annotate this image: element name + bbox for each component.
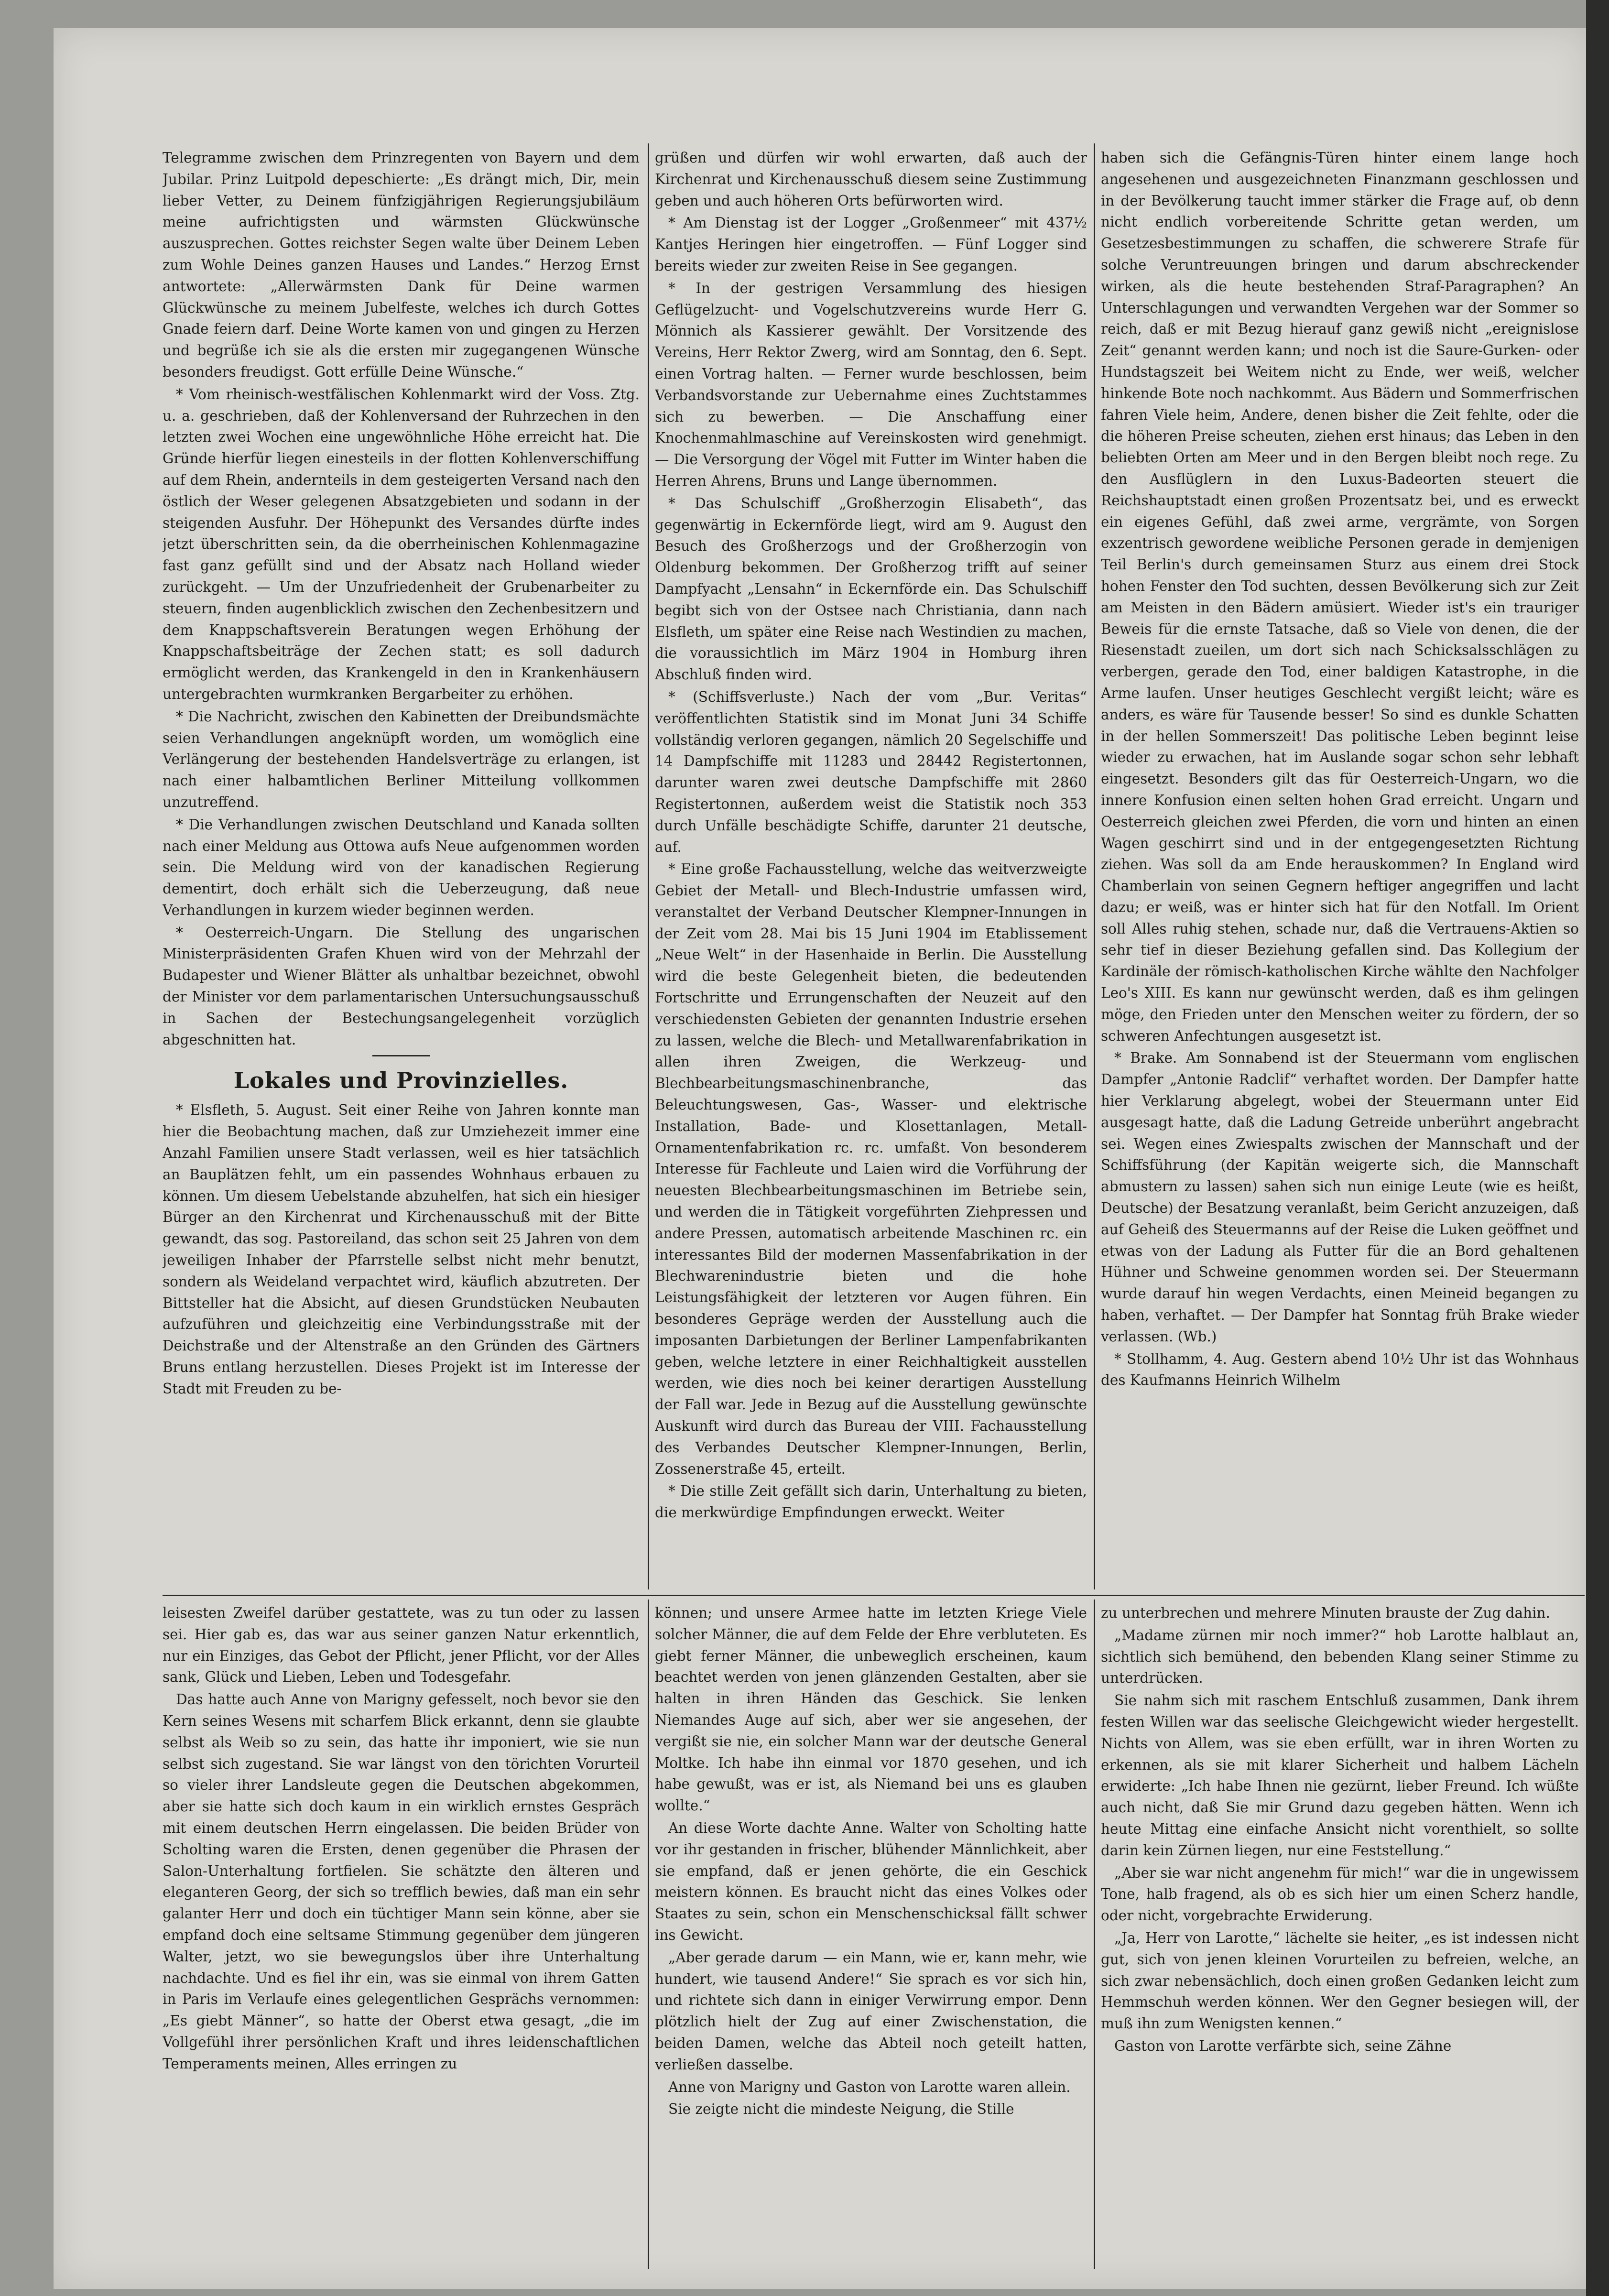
story-paragraph: „Aber gerade darum — ein Mann, wie er, kann mehr, wie hundert, wie tausend Andere!“ Sie sprach es vor sich hin, und richtete sich dann in einiger Verwirrung empor. Denn plötzlich hielt der Zug auf einer Zwischenstation, die beiden Damen, welche das Abteil noch geteilt hatten, verließen dasselbe. <box>655 1949 1087 2073</box>
article-exhibition: * Eine große Fachausstellung, welche das weitverzweigte Gebiet der Metall- und Blech-Industrie umfassen wird, veranstaltet der Verband Deutscher Klempner-Innungen in der Zeit vom 28. Mai bis 15 Juni 1904 im Etablissement „Neue Welt“ in der Hasenhaide in Berlin. Die Ausstellung wird die beste Gelegenheit bieten, die bedeutenden Fortschritte und Errungenschaften der Neuzeit auf den verschiedensten Gebieten der genannten Industrie ersehen zu lassen, welche die Blech- und Metallwarenfabrikation in allen ihren Zweigen, die Werkzeug- und Blechbearbeitungsmaschinenbranche, das Beleuchtungswesen, Gas-, Wasser- und elektrische Installation, Bade- und Klosettanlagen, Metall-Ornamentenfabrikation rc. rc. umfaßt. Von besonderem Interesse für Fachleute und Laien wird die Vorführung der neuesten Blechbearbeitungsmaschinen im Betriebe sein, und werden die in Tätigkeit vorgeführten Ziehpressen und andere Pressen, automatisch arbeitende Maschinen rc. ein interessantes Bild der modernen Massenfabrikation in der Blechwarenindustrie bieten und die hohe Leistungsfähigkeit der letzteren vor Augen führen. Ein besonderes Gepräge werden der Ausstellung auch die imposanten Darbietungen der Berliner Lampenfabrikanten geben, welche letztere in einer Reichhaltigkeit ausstellen werden, wie dies noch bei keiner derartigen Ausstellung der Fall war. Jede in Bezug auf die Ausstellung gewünschte Auskunft wird durch das Bureau der VIII. Fachausstellung des Verbandes Deutscher Klempner-Innungen, Berlin, Zossenerstraße 45, erteilt. <box>655 861 1087 1477</box>
bottom-column-3 <box>1101 1602 1579 2272</box>
article-telegrams: Telegramme zwischen dem Prinzregenten von Bayern und dem Jubilar. Prinz Luitpold depeschierte: „Es drängt mich, Dir, mein lieber Vetter, zu Deinem fünfzigjährigen Regierungsjubiläum meine aufrichtigsten und wärmsten Glückwünsche auszusprechen. Gottes reichster Segen walte über Deinem Leben zum Wohle Deines ganzen Hauses und Landes.“ Herzog Ernst antwortete: „Allerwärmsten Dank für Deine warmen Glückwünsche zu meinem Jubelfeste, welches ich durch Gottes Gnade feiern darf. Deine Worte kamen von und gingen zu Herzen und begrüße ich sie als die ersten mir zugegangenen Wünsche besonders freudigst. Gott erfülle Deine Wünsche.“ <box>163 150 640 380</box>
column-rule-top-2 <box>1094 143 1095 1589</box>
article-school-ship: * Das Schulschiff „Großherzogin Elisabeth“, das gegenwärtig in Eckernförde liegt, wird am 9. August den Besuch des Großherzogs und der Großherzogin von Oldenburg bekommen. Der Großherzog trifft auf seiner Dampfyacht „Lensahn“ in Eckernförde ein. Das Schulschiff begibt sich von der Ostsee nach Christiania, dann nach Elsfleth, um später eine Reise nach Westindien zu machen, die voraussichtlich im März 1904 in Homburg ihren Abschluß finden wird. <box>655 495 1087 683</box>
article-quiet-time-cont: haben sich die Gefängnis-Türen hinter einem lange hoch angesehenen und ausgezeichneten Finanzmann geschlossen und in der Bevölkerung taucht immer stärker die Frage auf, ob denn nicht endlich vorbereitende Schritte getan werden, um Gesetzesbestimmungen zu schaffen, die schwerere Strafe für solche Veruntreuungen bringen und darum abschreckender wirken, als die heute bestehenden Straf-Paragraphen? An Unterschlagungen und verwandten Vergehen war der Sommer so reich, daß er mit Bezug hierauf ganz gewiß nicht „ereignislose Zeit“ genannt werden kann; und noch ist die Saure-Gurken- oder Hundstagszeit bei Weitem nicht zu Ende, wer weiß, welcher hinkende Bote noch nachkommt. Aus Bädern und Sommerfrischen fahren Viele heim, Andere, denen bisher die Zeit fehlte, oder die die höheren Preise scheuten, ziehen erst hinaus; das Leben in den beliebten Orten am Meer und in den Bergen bleibt noch rege. Zu den Ausflüglern in den Luxus-Badeorten steuert die Reichshauptstadt einen großen Prozentsatz bei, und es erweckt ein eigenes Gefühl, daß zwei arme, vergrämte, von Sorgen exzentrisch gewordene weibliche Personen gerade in demjenigen Teil Berlin's durch gemeinsamen Sturz aus einem drei Stock hohen Fenster den Tod suchten, dessen Bevölkerung sich zur Zeit am Meisten in den Bädern amüsiert. Wieder ist's ein trauriger Beweis für die ernste Tatsache, daß so Viele von denen, die der Riesenstadt zueilen, um dort sich nach Schicksalsschlägen zu verbergen, gerade den Tod, einer baldigen Katastrophe, in die Arme laufen. Unser heutiges Geschlecht vergißt leicht; wäre es anders, es wäre für Tausende besser! So sind es dunkle Schatten in der hellen Sommerszeit! Das politische Leben beginnt leise wieder zu erwachen, hat im Auslande sogar schon sehr lebhaft eingesetzt. Besonders gilt das für Oesterreich-Ungarn, wo die innere Konfusion einen selten hohen Grad erreicht. Ungarn und Oesterreich gleichen zwei Pferden, die vorn und hinten an einen Wagen geschirrt sind und in der entgegengesetzten Richtung ziehen. Was soll da am Ende herauskommen? In England wird Chamberlain von seinen Gegnern heftiger angegriffen und lacht dazu; er weiß, was er hinter sich hat für den Notfall. Im Orient soll Alles ruhig stehen, schade nur, daß die Vertrauens-Aktien so sehr tief in dieser Beziehung gefallen sind. Das Kollegium der Kardinäle der römisch-katholischen Kirche wählte den Nachfolger Leo's XIII. Es kann nur gewünscht werden, daß es ihm gelingen möge, den Frieden unter den Menschen weiter zu fördern, der so schweren Anfechtungen ausgesetzt ist. <box>1101 150 1579 1044</box>
story-paragraph: leisesten Zweifel darüber gestattete, was zu tun oder zu lassen sei. Hier gab es, das war aus seiner ganzen Natur erkenntlich, nur ein Einziges, das Gebot der Pflicht, jener Pflicht, vor der Alles sank, Glück und Lieben, Leben und Todesgefahr. <box>163 1605 640 1686</box>
story-paragraph: Das hatte auch Anne von Marigny gefesselt, noch bevor sie den Kern seines Wesens mit scharfem Blick erkannt, denn sie glaubte selbst als Weib so zu sein, das hatte ihr imponiert, wie sie nun selbst sich zugestand. Sie war längst von den törichten Vorurteil so vieler ihrer Landsleute gegen die Deutschen abgekommen, aber sie hatte sich doch kaum in ein wirklich ernstes Gespräch mit einem deutschen Herrn eingelassen. Die beiden Brüder von Scholting waren die Ersten, denen gegenüber die Phrasen der Salon-Unterhaltung fortfielen. Sie schätzte den älteren und eleganteren Georg, der sich so trefflich bewies, daß man ein sehr galanter Herr und doch ein tüchtiger Mann sein könne, aber sie empfand doch eine seltsame Stimmung gegenüber dem jüngeren Walter, jetzt, wo sie bewegungslos über ihre Unterhaltung nachdachte. Und es fiel ihr ein, was sie einmal von ihrem Gatten in Paris im Verlaufe eines gelegentlichen Gesprächs vernommen: „Es giebt Männer“, so hatte der Oberst etwa gesagt, „die im Vollgefühl ihrer persönlichen Kraft und ihres leidenschaftlichen Temperaments meinen, Alles erringen zu <box>163 1691 640 2072</box>
article-triple-alliance: * Die Nachricht, zwischen den Kabinetten der Dreibundsmächte seien Verhandlungen angeknüpft worden, um womöglich eine Verlängerung der bestehenden Handelsverträge zu erlangen, ist nach einer halbamtlichen Berliner Mitteilung vollkommen unzutreffend. <box>163 708 640 810</box>
story-paragraph: können; und unsere Armee hatte im letzten Kriege Viele solcher Männer, die auf dem Felde der Ehre verbluteten. Es giebt ferner Männer, die unbeweglich erscheinen, kaum beachtet werden von jenen glänzenden Gestalten, aber sie halten in ihren Händen das Geschick. Sie lenken Niemandes Auge auf sich, aber wer sie angesehen, der vergißt sie nie, ein solcher Mann war der deutsche General Moltke. Ich habe ihn einmal vor 1870 gesehen, und ich habe gewußt, was er ist, als Niemand bei uns es glauben wollte.“ <box>655 1605 1087 1814</box>
article-stollhamm: * Stollhamm, 4. Aug. Gestern abend 10½ Uhr ist das Wohnhaus des Kaufmanns Heinrich Wilhelm <box>1101 1350 1579 1389</box>
section-divider <box>372 1055 430 1056</box>
scan-edge <box>1586 0 1609 2296</box>
column-rule-bottom-2 <box>1094 1600 1095 2269</box>
article-poultry-club: * In der gestrigen Versammlung des hiesigen Geflügelzucht- und Vogelschutzvereins wurde Herr G. Mönnich als Kassierer gewählt. Der Vorsitzende des Vereins, Herr Rektor Zwerg, wird am Sonntag, den 6. Sept. einen Vortrag halten. — Ferner wurde beschlossen, beim Verbandsvorstande zur Uebernahme eines Zuchtstammes sich zu bewerben. — Die Anschaffung einer Knochenmahlmaschine auf Vereinskosten wird genehmigt. — Die Versorgung der Vögel mit Futter im Winter haben die Herren Ahrens, Bruns und Lange übernommen. <box>655 280 1087 489</box>
top-column-1 <box>163 147 640 1593</box>
article-coal-market: * Vom rheinisch-westfälischen Kohlenmarkt wird der Voss. Ztg. u. a. geschrieben, daß der Kohlenversand der Ruhrzechen in den letzten zwei Wochen eine ungewöhnliche Höhe erreicht hat. Die Gründe hierfür liegen einesteils in der flotten Kohlenverschiffung auf dem Rhein, andernteils in dem gesteigerten Versand nach den östlich der Weser gelegenen Absatzgebieten und sodann in der steigenden Ausfuhr. Der Höhepunkt des Versandes dürfte indes jetzt überschritten sein, da die oberrheinischen Kohlenmagazine fast ganz gefüllt sind und der Absatz nach Holland wieder zurückgeht. — Um der Unzufriedenheit der Grubenarbeiter zu steuern, finden augenblicklich zwischen den Zechenbesitzern und dem Knappschaftsverein Beratungen wegen Erhöhung der Knappschaftsbeiträge der Zechen statt; es soll dadurch ermöglicht werden, das Krankengeld in den in Krankenhäusern untergebrachten wurmkranken Bergarbeiter zu erhöhen. <box>163 386 640 702</box>
story-paragraph: zu unterbrechen und mehrere Minuten brauste der Zug dahin. <box>1101 1605 1550 1621</box>
article-logger: * Am Dienstag ist der Logger „Großenmeer“ mit 437½ Kantjes Heringen hier eingetroffen. — Fünf Logger sind bereits wieder zur zweiten Reise in See gegangen. <box>655 215 1087 274</box>
story-paragraph: „Aber sie war nicht angenehm für mich!“ war die in ungewissem Tone, halb fragend, als ob es sich hier um einen Scherz handle, oder nicht, vorgebrachte Erwiderung. <box>1101 1864 1579 1924</box>
article-quiet-time: * Die stille Zeit gefällt sich darin, Unterhaltung zu bieten, die merkwürdige Empfindungen erweckt. Weiter <box>655 1483 1087 1521</box>
section-separator <box>163 1595 1585 1596</box>
article-ship-losses: * (Schiffsverluste.) Nach der vom „Bur. Veritas“ veröffentlichten Statistik sind im Monat Juni 34 Schiffe vollständig verloren gegangen, nämlich 20 Segelschiffe und 14 Dampfschiffe mit 11283 und 28442 Registertonnen, darunter waren zwei deutsche Dampfschiffe mit 2860 Registertonnen, außerdem weist die Statistik noch 353 durch Unfälle beschädigte Schiffe, darunter 21 deutsche, auf. <box>655 688 1087 855</box>
article-elsfleth: * Elsfleth, 5. August. Seit einer Reihe von Jahren konnte man hier die Beobachtung machen, daß zur Umziehezeit immer eine Anzahl Familien unsere Stadt verlassen, weil es hier tatsächlich an Bauplätzen fehlt, um ein passendes Wohnhaus erbauen zu können. Um diesem Uebelstande abzuhelfen, hat sich ein hiesiger Bürger an den Kirchenrat und Kirchenausschuß mit der Bitte gewandt, das sog. Pastoreiland, das schon seit 25 Jahren von dem jeweiligen Inhaber der Pfarrstelle selbst nicht mehr benutzt, sondern als Weideland verpachtet wird, käuflich abzutreten. Der Bittsteller hat die Absicht, auf diesen Grundstücken Neubauten aufzuführen und gleichzeitig eine Verbindungsstraße mit der Deichstraße und der Altenstraße an den Gründen des Gärtners Bruns entlang herzustellen. Dieses Projekt ist im Interesse der Stadt mit Freuden zu be- <box>163 1102 640 1397</box>
story-paragraph: Anne von Marigny und Gaston von Larotte waren allein. <box>668 2078 1071 2095</box>
column-rule-top-1 <box>648 143 649 1589</box>
top-column-2 <box>655 147 1087 1593</box>
article-brake: * Brake. Am Sonnabend ist der Steuermann vom englischen Dampfer „Antonie Radclif“ verhaftet worden. Der Dampfer hatte hier Verklarung abgelegt, wobei der Steuermann unter Eid ausgesagt hatte, daß die Ladung Getreide unberührt angebracht sei. Wegen eines Zwiespalts zwischen der Mannschaft und der Schiffsführung (der Kapitän weigerte sich, die Mannschaft abmustern zu lassen) sahen sich nun einige Leute (wie es heißt, Deutsche) der Besatzung veranlaßt, beim Gericht anzuzeigen, daß auf Geheiß des Steuermanns auf der Reise die Luken geöffnet und etwas von der Ladung als Futter für die an Bord gehaltenen Hühner und Schweine genommen worden sei. Der Steuermann wurde darauf hin wegen Verdachts, einen Meineid begangen zu haben, verhaftet. — Der Dampfer hat Sonntag früh Brake wieder verlassen. (Wb.) <box>1101 1050 1579 1345</box>
story-paragraph: An diese Worte dachte Anne. Walter von Scholting hatte vor ihr gestanden in frischer, blühender Männlichkeit, aber sie empfand, daß er jenen gehörte, die ein Geschick meistern können. Es braucht nicht das eines Volkes oder Staates zu sein, schon ein Menschenschicksal fällt schwer ins Gewicht. <box>655 1819 1087 1943</box>
article-austria-hungary: * Oesterreich-Ungarn. Die Stellung des ungarischen Ministerpräsidenten Grafen Khuen wird von der Mehrzahl der Budapester und Wiener Blätter als unhaltbar bezeichnet, obwohl der Minister vor dem parlamentarischen Untersuchungsausschuß in Sachen der Bestechungsangelegenheit vorzüglich abgeschnitten hat. <box>163 924 640 1048</box>
article-elsfleth-cont: grüßen und dürfen wir wohl erwarten, daß auch der Kirchenrat und Kirchenausschuß diesem seine Zustimmung geben und auch höheren Orts befürworten wird. <box>655 150 1087 209</box>
story-paragraph: „Ja, Herr von Larotte,“ lächelte sie heiter, „es ist indessen nicht gut, sich von jenen kleinen Vorurteilen zu befreien, welche, an sich zwar nebensächlich, doch einen großen Gedanken leicht zum Hemmschuh werden können. Wer den Gegner besiegen will, der muß ihn zum Wenigsten kennen.“ <box>1101 1929 1579 2032</box>
top-column-3 <box>1101 147 1579 1593</box>
bottom-column-1 <box>163 1602 640 2272</box>
story-paragraph: Sie nahm sich mit raschem Entschluß zusammen, Dank ihrem festen Willen war das seelische Gleichgewicht wieder hergestellt. Nichts von Allem, was sie eben erfüllt, war in ihren Worten zu erkennen, als sie mit klarer Sicherheit und halbem Lächeln erwiderte: „Ich habe Ihnen nie gezürnt, lieber Freund. Ich wüßte auch nicht, daß Sie mir Grund dazu gegeben hätten. Wenn ich heute Mittag eine einfache Ansicht nicht vorenthielt, so sollte darin kein Zürnen liegen, nur eine Feststellung.“ <box>1101 1692 1579 1859</box>
bottom-column-2 <box>655 1602 1087 2272</box>
story-paragraph: Gaston von Larotte verfärbte sich, seine Zähne <box>1114 2037 1452 2054</box>
column-rule-bottom-1 <box>648 1600 649 2269</box>
story-paragraph: Sie zeigte nicht die mindeste Neigung, die Stille <box>668 2101 1014 2118</box>
article-canada: * Die Verhandlungen zwischen Deutschland und Kanada sollten nach einer Meldung aus Ottowa aufs Neue aufgenommen worden sein. Die Meldung wird von der kanadischen Regierung dementirt, doch erhält sich die Ueberzeugung, daß neue Verhandlungen in kurzem wieder beginnen werden. <box>163 816 640 918</box>
section-title: Lokales und Provinzielles. <box>233 1067 569 1094</box>
story-paragraph: „Madame zürnen mir noch immer?“ hob Larotte halblaut an, sichtlich sich bemühend, den bebenden Klang seiner Stimme zu unterdrücken. <box>1101 1627 1579 1687</box>
